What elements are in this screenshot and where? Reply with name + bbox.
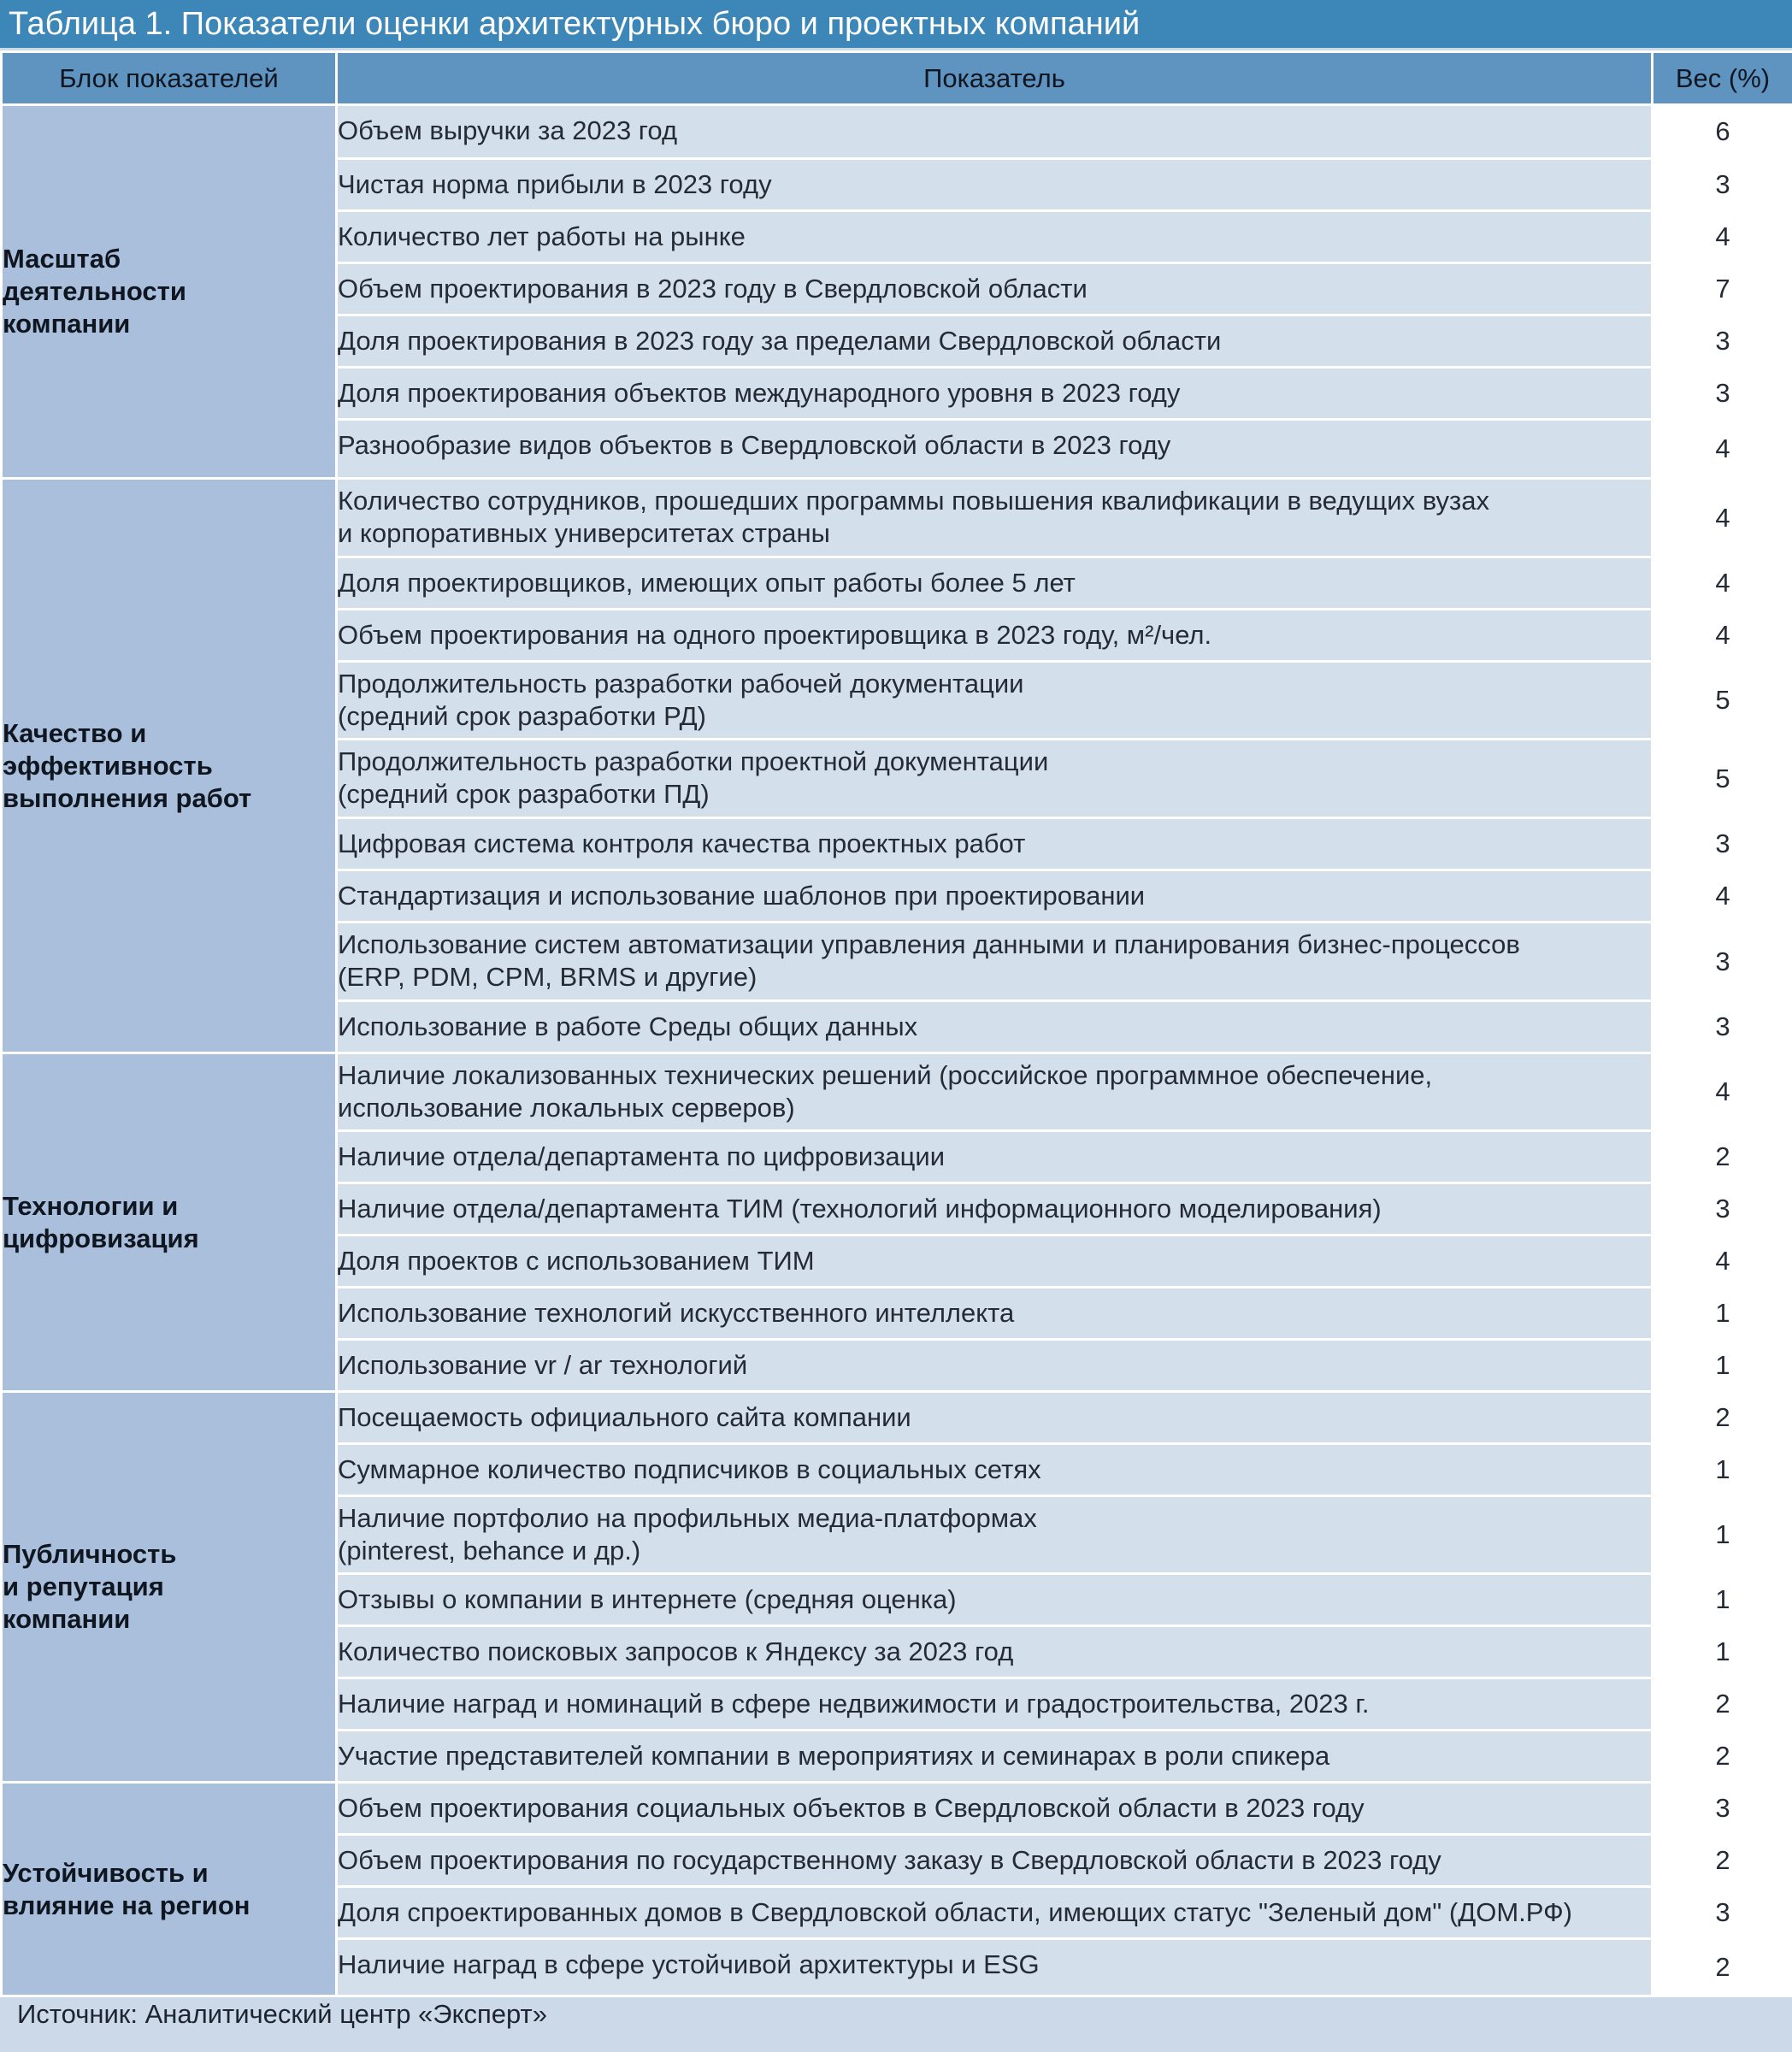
header-weight: Вес (%) [1653, 52, 1792, 105]
indicator-cell [337, 1001, 1653, 1053]
indicator-text: Отзывы о компании в интернете (средняя оценка) [338, 1584, 957, 1614]
header-indicator: Показатель [337, 52, 1653, 105]
block-name-line: компании [3, 309, 131, 339]
weight-cell: 4 [1653, 1235, 1792, 1288]
table-row [2, 479, 1792, 557]
weight-cell: 7 [1653, 263, 1792, 315]
indicator-cell [337, 1626, 1653, 1678]
indicator-text: (pinterest, behance и др.) [338, 1536, 641, 1566]
indicator-cell [337, 263, 1653, 315]
weight-cell: 1 [1653, 1444, 1792, 1496]
weight-cell: 2 [1653, 1731, 1792, 1783]
block-name-line: Качество и [3, 717, 147, 748]
weight-cell: 3 [1653, 1001, 1792, 1053]
header-block: Блок показателей [2, 52, 337, 105]
indicator-cell [337, 557, 1653, 610]
indicator-text: и корпоративных университетах страны [338, 518, 830, 548]
indicator-cell [337, 1340, 1653, 1392]
indicator-cell [337, 1053, 1653, 1131]
block-name-line: цифровизация [3, 1223, 199, 1253]
table-body [2, 105, 1792, 1996]
weight-cell: 1 [1653, 1574, 1792, 1626]
indicator-text: Стандартизация и использование шаблонов при проектировании [338, 881, 1146, 911]
block-name-line: выполнения работ [3, 782, 252, 813]
title-bar [0, 0, 1792, 48]
indicator-text: (средний срок разработки ПД) [338, 779, 710, 809]
block-name [2, 1783, 337, 1996]
indicator-cell [337, 1574, 1653, 1626]
block-name-line: Устойчивость и [3, 1857, 209, 1888]
indicator-cell [337, 159, 1653, 211]
indicators-table [0, 50, 1792, 1997]
indicator-text: Количество сотрудников, прошедших программы повышения квалификации в ведущих вузах [338, 486, 1489, 516]
weight-cell: 1 [1653, 1340, 1792, 1392]
indicator-text: Доля проектирования объектов международного уровня в 2023 году [338, 378, 1181, 408]
weight-cell: 2 [1653, 1131, 1792, 1183]
block-name-line: и репутация [3, 1571, 164, 1601]
weight-cell: 5 [1653, 740, 1792, 818]
weight-cell: 4 [1653, 870, 1792, 923]
indicator-text: Наличие отдела/департамента ТИМ (технологий информационного моделирования) [338, 1194, 1382, 1224]
block-name-line: Публичность [3, 1539, 177, 1569]
weight-cell: 4 [1653, 420, 1792, 479]
indicator-text: Количество лет работы на рынке [338, 221, 746, 251]
indicator-cell [337, 1444, 1653, 1496]
table-title: Таблица 1. Показатели оценки архитектурных бюро и проектных компаний [9, 5, 1141, 42]
weight-cell: 3 [1653, 159, 1792, 211]
indicator-text: Посещаемость официального сайта компании [338, 1402, 911, 1432]
indicator-text: Наличие наград и номинаций в сфере недвижимости и градостроительства, 2023 г. [338, 1689, 1370, 1719]
indicator-text: Использование систем автоматизации управления данными и планирования бизнес-процессов [338, 929, 1520, 959]
weight-cell: 2 [1653, 1392, 1792, 1444]
indicator-text: Чистая норма прибыли в 2023 году [338, 169, 772, 199]
indicator-cell [337, 105, 1653, 159]
indicator-text: (ERP, PDM, CPM, BRMS и другие) [338, 962, 757, 992]
indicator-text: Объем проектирования социальных объектов в Свердловской области в 2023 году [338, 1793, 1365, 1823]
block-name-line: влияние на регион [3, 1890, 251, 1920]
weight-cell: 3 [1653, 818, 1792, 870]
header-row [2, 52, 1792, 105]
indicator-text: Объем проектирования по государственному заказу в Свердловской области в 2023 году [338, 1845, 1441, 1875]
indicator-cell [337, 1496, 1653, 1574]
weight-cell: 6 [1653, 105, 1792, 159]
weight-cell: 3 [1653, 923, 1792, 1001]
weight-cell: 3 [1653, 1183, 1792, 1235]
indicator-text: (средний срок разработки РД) [338, 701, 706, 731]
weight-cell: 4 [1653, 610, 1792, 662]
indicator-text: Использование vr / ar технологий [338, 1350, 748, 1380]
indicator-text: Объем выручки за 2023 год [338, 115, 678, 145]
indicator-text: Наличие наград в сфере устойчивой архитектуры и ESG [338, 1949, 1040, 1979]
weight-cell: 1 [1653, 1288, 1792, 1340]
weight-cell: 3 [1653, 1887, 1792, 1939]
block-name [2, 1392, 337, 1783]
indicator-text: Доля проектировщиков, имеющих опыт работы более 5 лет [338, 568, 1076, 598]
indicator-text: Доля спроектированных домов в Свердловской области, имеющих статус "Зеленый дом" (ДОМ.РФ) [338, 1897, 1572, 1927]
indicator-cell [337, 662, 1653, 740]
indicator-cell [337, 1235, 1653, 1288]
indicator-cell [337, 1131, 1653, 1183]
indicator-cell [337, 740, 1653, 818]
table-row [2, 105, 1792, 159]
source-note: Источник: Аналитический центр «Эксперт» [17, 1999, 547, 2029]
indicator-cell [337, 870, 1653, 923]
weight-cell: 3 [1653, 315, 1792, 368]
indicator-text: Использование в работе Среды общих данных [338, 1011, 918, 1041]
weight-cell: 3 [1653, 1783, 1792, 1835]
weight-cell: 4 [1653, 557, 1792, 610]
block-name-line: деятельности [3, 276, 186, 306]
indicator-cell [337, 818, 1653, 870]
indicator-text: Наличие портфолио на профильных медиа-платформах [338, 1503, 1037, 1533]
weight-cell: 1 [1653, 1626, 1792, 1678]
indicator-cell [337, 1731, 1653, 1783]
indicator-cell [337, 368, 1653, 420]
weight-cell: 4 [1653, 1053, 1792, 1131]
indicator-text: Использование технологий искусственного интеллекта [338, 1298, 1015, 1328]
indicator-cell [337, 1678, 1653, 1731]
weight-cell: 2 [1653, 1939, 1792, 1996]
weight-cell: 1 [1653, 1496, 1792, 1574]
indicator-text: Продолжительность разработки рабочей документации [338, 669, 1024, 699]
indicator-cell [337, 479, 1653, 557]
block-name-line: эффективность [3, 750, 213, 781]
indicator-text: Наличие отдела/департамента по цифровизации [338, 1141, 946, 1171]
weight-cell: 5 [1653, 662, 1792, 740]
block-name-line: Технологии и [3, 1190, 179, 1221]
weight-cell: 4 [1653, 479, 1792, 557]
indicator-cell [337, 1835, 1653, 1887]
block-name [2, 479, 337, 1053]
table-row [2, 1783, 1792, 1835]
indicator-cell [337, 1288, 1653, 1340]
block-name [2, 1053, 337, 1392]
block-name-line: Масштаб [3, 244, 121, 274]
weight-cell: 2 [1653, 1678, 1792, 1731]
indicator-cell [337, 1939, 1653, 1996]
indicator-cell [337, 1783, 1653, 1835]
indicator-text: Разнообразие видов объектов в Свердловской области в 2023 году [338, 430, 1171, 460]
indicator-text: Продолжительность разработки проектной документации [338, 746, 1049, 776]
indicator-cell [337, 315, 1653, 368]
indicator-text: Участие представителей компании в мероприятиях и семинарах в роли спикера [338, 1741, 1330, 1771]
indicator-text: Доля проектов с использованием ТИМ [338, 1246, 815, 1276]
indicator-cell [337, 1887, 1653, 1939]
indicator-cell [337, 1392, 1653, 1444]
indicator-cell [337, 211, 1653, 263]
indicator-text: Объем проектирования на одного проектировщика в 2023 году, м²/чел. [338, 620, 1212, 650]
table-row [2, 1053, 1792, 1131]
indicator-cell [337, 1183, 1653, 1235]
indicator-cell [337, 420, 1653, 479]
indicator-text: Наличие локализованных технических решений (российское программное обеспечение, [338, 1060, 1433, 1090]
indicator-text: Объем проектирования в 2023 году в Свердловской области [338, 274, 1088, 304]
indicator-text: Суммарное количество подписчиков в социальных сетях [338, 1454, 1041, 1484]
indicator-text: Цифровая система контроля качества проектных работ [338, 828, 1026, 858]
table-row [2, 1392, 1792, 1444]
weight-cell: 4 [1653, 211, 1792, 263]
indicator-cell [337, 923, 1653, 1001]
weight-cell: 2 [1653, 1835, 1792, 1887]
indicator-text: Доля проектирования в 2023 году за пределами Свердловской области [338, 326, 1222, 356]
block-name-line: компании [3, 1604, 131, 1634]
block-name [2, 105, 337, 479]
indicator-text: использование локальных серверов) [338, 1093, 795, 1123]
weight-cell: 3 [1653, 368, 1792, 420]
indicator-cell [337, 610, 1653, 662]
indicator-text: Количество поисковых запросов к Яндексу за 2023 год [338, 1636, 1014, 1666]
